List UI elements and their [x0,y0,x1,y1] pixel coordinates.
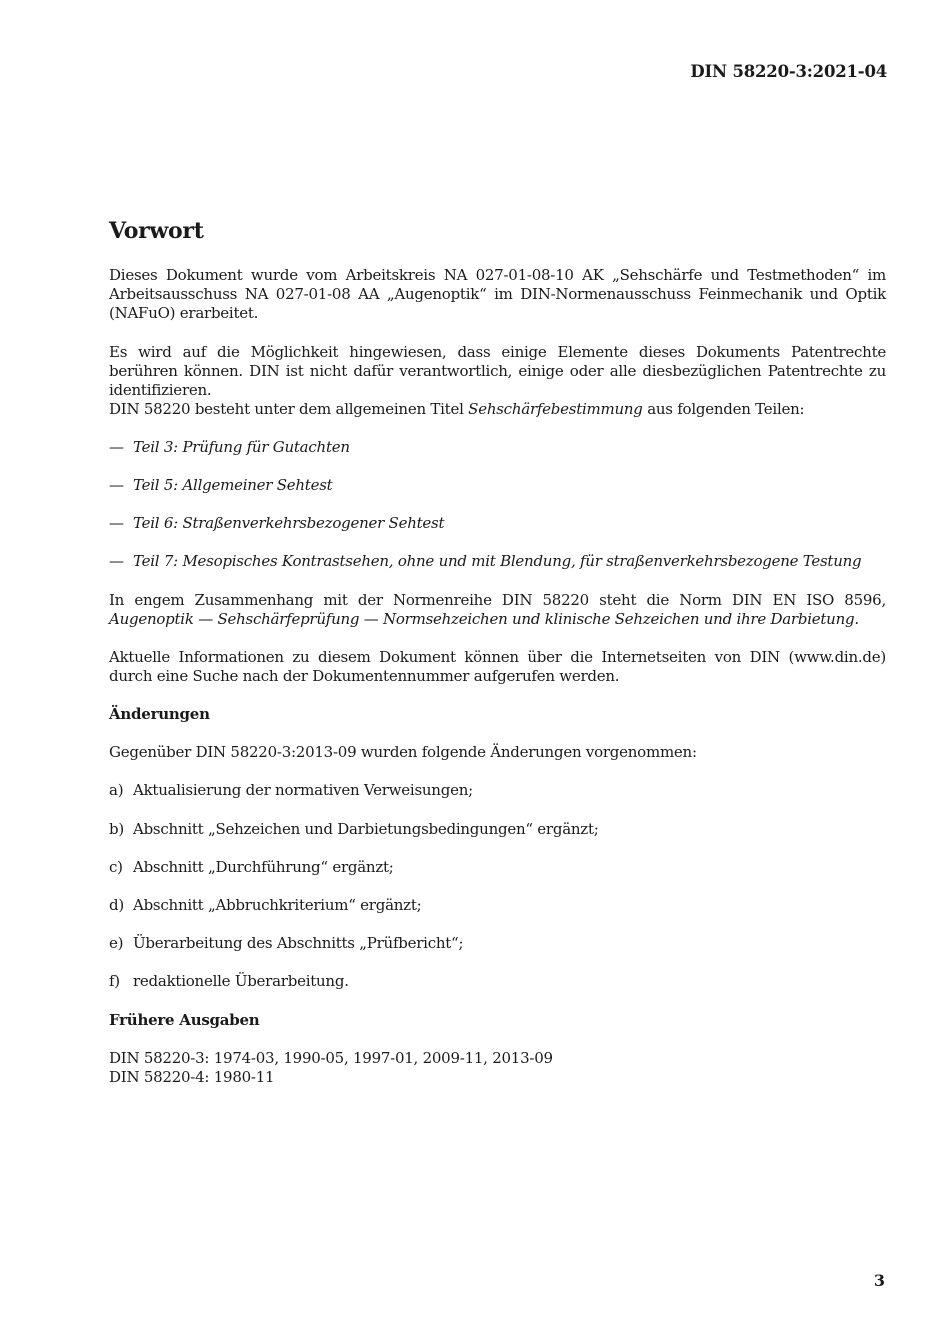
document-id: DIN 58220-3:2021-04 [690,62,887,81]
change-text: Abschnitt „Durchführung“ ergänzt; [133,858,394,876]
para3-after: aus folgenden Teilen: [642,400,805,418]
list-item [109,934,463,953]
change-text: Überarbeitung des Abschnitts „Prüfbericht“; [133,934,464,952]
list-item [109,514,444,533]
list-item [109,858,394,877]
para4-after: . [854,610,859,628]
related-standard-title: Augenoptik — Sehschärfeprüfung — Normsehzeichen und klinische Sehzeichen und ihre Darbietung [109,610,855,628]
changes-heading: Änderungen [109,705,210,723]
foreword-paragraph-5: Aktuelle Informationen zu diesem Dokument können über die Internetseiten von DIN (www.din.de) durch eine Suche nach der Dokumentennummer aufgerufen werden. [109,648,886,685]
list-mark: c) [109,858,123,876]
list-item [109,552,861,571]
list-mark: e) [109,934,124,952]
part-label: Teil 7: Mesopisches Kontrastsehen, ohne und mit Blendung, für straßenverkehrsbezogene Testung [133,552,862,570]
part-label: Teil 6: Straßenverkehrsbezogener Sehtest [133,514,445,532]
list-item [109,972,349,991]
page-title: Vorwort [109,218,204,244]
earlier-edition-line: DIN 58220-3: 1974-03, 1990-05, 1997-01, 2009-11, 2013-09 [109,1049,553,1067]
dash-mark: — [109,476,124,494]
earlier-edition-line: DIN 58220-4: 1980-11 [109,1068,275,1086]
list-item [109,820,599,839]
list-mark: f) [109,972,120,990]
list-item [109,896,421,915]
foreword-paragraph-3 [109,400,886,419]
change-text: redaktionelle Überarbeitung. [133,972,349,990]
foreword-paragraph-2: Es wird auf die Möglichkeit hingewiesen, dass einige Elemente dieses Dokuments Patentrechte berühren können. DIN ist nicht dafür verantwortlich, einige oder alle diesbezüglichen Patentrechte zu identifizieren. [109,343,886,399]
part-label: Teil 5: Allgemeiner Sehtest [133,476,333,494]
list-mark: d) [109,896,124,914]
list-item [109,781,473,800]
list-mark: b) [109,820,124,838]
foreword-paragraph-4 [109,591,886,629]
earlier-editions-heading: Frühere Ausgaben [109,1011,260,1029]
series-title: Sehschärfebestimmung [468,400,643,418]
dash-mark: — [109,514,124,532]
part-label: Teil 3: Prüfung für Gutachten [133,438,350,456]
foreword-paragraph-1: Dieses Dokument wurde vom Arbeitskreis NA 027-01-08-10 AK „Sehschärfe und Testmethoden“ im Arbeitsausschuss NA 027-01-08 AA „Augenoptik“ im DIN-Normenausschuss Feinmechanik und Optik (NAFuO) erarbeitet. [109,266,886,322]
para4-before: In engem Zusammenhang mit der Normenreihe DIN 58220 steht die Norm DIN EN ISO 8596, [109,591,886,609]
dash-mark: — [109,438,124,456]
page-number: 3 [873,1271,885,1290]
list-mark: a) [109,781,124,799]
changes-intro: Gegenüber DIN 58220-3:2013-09 wurden folgende Änderungen vorgenommen: [109,743,697,761]
change-text: Abschnitt „Sehzeichen und Darbietungsbedingungen“ ergänzt; [133,820,599,838]
change-text: Aktualisierung der normativen Verweisungen; [133,781,473,799]
list-item [109,438,350,457]
change-text: Abschnitt „Abbruchkriterium“ ergänzt; [133,896,422,914]
dash-mark: — [109,552,124,570]
para3-before: DIN 58220 besteht unter dem allgemeinen Titel [109,400,469,418]
list-item [109,476,332,495]
